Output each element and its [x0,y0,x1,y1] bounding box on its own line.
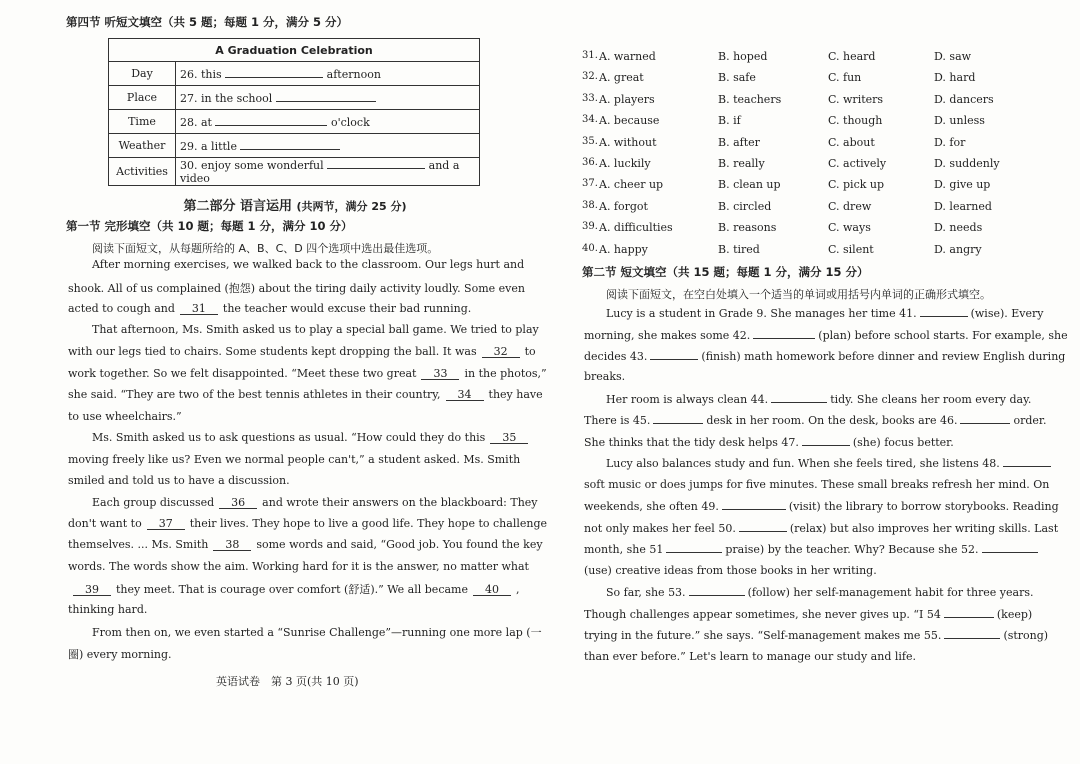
passage-line [584,521,1058,535]
passage-text: (follow) her self-management habit for three years. [747,586,1034,599]
row-label: Place [109,86,176,110]
passage-line [584,542,1041,556]
row-pre: 30. enjoy some wonderful [180,159,324,172]
option-c[interactable]: C. though [828,114,883,128]
passage-line [584,435,954,449]
option-d[interactable]: D. unless [934,114,985,128]
cloze-blank[interactable]: 40 [473,584,511,596]
answer-blank-26[interactable] [225,67,323,78]
passage-text: (visit) the library to borrow storybooks. Reading [788,500,1059,513]
passage-text: (she) focus better. [852,436,954,449]
option-a[interactable]: A. difficulties [599,221,673,235]
passage-text: not only makes her feel 50. [584,522,736,535]
option-b[interactable]: B. if [718,114,741,128]
option-row [582,200,1052,220]
passage-text: they meet. That is courage over comfort (舒适).” We all became [116,583,468,596]
part2-title [66,195,524,214]
table-heading: A Graduation Celebration [109,39,480,62]
option-a[interactable]: A. warned [599,50,656,63]
row-post: afternoon [326,67,381,81]
passage-text: Ms. Smith asked us to ask questions as usual. “How could they do this [92,431,486,444]
option-a[interactable]: A. because [599,114,660,128]
passage-text: breaks. [584,370,626,383]
passage-text: Lucy also balances study and fun. When she feels tired, she listens 48. [606,457,1000,470]
passage-text: (relax) but also improves her writing skills. Last [789,522,1059,535]
row-post: o'clock [330,115,370,129]
option-row [582,93,1052,113]
passage-line [68,581,519,597]
fill-blank[interactable] [650,349,698,360]
option-row [582,136,1052,156]
passage-line [584,607,1032,621]
cloze-blank[interactable]: 38 [213,539,251,551]
passage-line [606,392,1031,406]
passage-line [68,367,547,380]
option-b[interactable]: B. reasons [718,221,777,235]
option-d[interactable]: D. suddenly [934,157,1000,170]
passage-line: shook. All of us complained (抱怨) about the tiring daily activity loudly. Some even [68,282,525,295]
passage-text: to [524,345,536,358]
passage-line [584,650,916,663]
fill-blank[interactable] [739,521,787,532]
option-c[interactable]: C. pick up [828,178,885,192]
fill-blank[interactable] [1003,456,1051,467]
passage-line [606,306,1044,320]
passage-line [584,499,1059,513]
passage-text: work together. So we felt disappointed. “Meet these two great [68,367,417,380]
option-b[interactable]: B. teachers [718,92,782,106]
cloze-blank[interactable]: 31 [180,303,218,315]
row-label: Weather [109,134,176,158]
passage-line [584,370,625,383]
section4-title: 第四节 听短文填空（共 5 题；每题 1 分，满分 5 分） [66,15,349,29]
option-row [582,157,1052,177]
option-c[interactable]: C. fun [828,71,862,85]
passage-text: decides 43. [584,350,648,363]
passage-text: order. [1013,414,1047,427]
cloze-blank[interactable]: 36 [219,497,257,509]
passage-text: (plan) before school starts. For example, she [818,329,1068,342]
option-a[interactable]: A. without [599,135,657,149]
option-a[interactable]: A. forgot [599,199,648,213]
option-a[interactable]: A. cheer up [599,178,664,192]
answer-blank-29[interactable] [240,139,340,150]
option-d[interactable]: D. learned [934,199,992,213]
cloze-title: 第一节 完形填空（共 10 题；每题 1 分，满分 10 分） [66,219,353,233]
passage-line: smiled and told us to have a discussion. [68,474,290,487]
passage-line [606,585,1033,599]
passage-line [584,349,1065,363]
option-d[interactable]: D. needs [934,221,983,235]
fill-blank[interactable] [666,542,722,553]
question-number: 32. [582,71,598,83]
passage-text: than ever before.” Let's learn to manage our study and life. [584,650,916,663]
fill-blank[interactable] [944,628,1000,639]
passage-line [584,564,877,577]
passage-text: they have [488,388,543,401]
passage-text: themselves. ... Ms. Smith [68,538,209,551]
option-b[interactable]: B. circled [718,199,772,213]
question-number: 40. [582,242,598,254]
passage-text: (wise). Every [970,307,1044,320]
option-b[interactable]: B. after [718,135,760,149]
question-number: 35. [582,135,598,147]
row-label: Day [109,62,176,86]
passage-text: So far, she 53. [606,586,686,599]
table-row [109,110,480,134]
part2-main-title: 第二部分 语言运用 [183,199,292,214]
passage-line: thinking hard. [68,603,148,616]
passage-text: There is 45. [584,414,651,427]
answer-blank-30[interactable] [327,158,425,169]
fill-blank[interactable] [653,413,703,424]
passage-text: weekends, she often 49. [584,500,719,513]
passage-text: with our legs tied to chairs. Some students kept dropping the ball. It was [68,345,477,358]
option-a[interactable]: A. luckily [599,157,651,170]
grammar-instruction: 阅读下面短文，在空白处填入一个适当的单词或用括号内单词的正确形式填空。 [606,288,991,301]
passage-text: trying in the future.” she says. “Self-management makes me 55. [584,629,942,642]
passage-text: , [515,583,520,596]
passage-text: some words and said, “Good job. You found the key [256,538,543,551]
passage-text: desk in her room. On the desk, books are 46. [706,414,958,427]
option-row [582,221,1052,241]
row-pre: 29. a little [180,139,237,153]
passage-text: don't want to [68,517,142,530]
row-label: Activities [109,158,176,186]
passage-text: the teacher would excuse their bad running. [222,302,472,315]
answer-blank-28[interactable] [215,115,327,126]
question-number: 37. [582,178,598,190]
option-c[interactable]: C. ways [828,221,871,235]
option-c[interactable]: C. writers [828,92,884,106]
part2-subtitle: (共两节，满分 25 分) [296,200,407,213]
passage-line: 圈) every morning. [68,648,172,661]
question-number: 34. [582,114,598,126]
option-a[interactable]: A. happy [599,242,648,256]
passage-text: She thinks that the tidy desk helps 47. [584,436,799,449]
table-row [109,158,480,186]
passage-line [68,517,547,530]
answer-blank-27[interactable] [276,91,376,102]
option-b[interactable]: B. tired [718,242,760,256]
passage-text: she said. “They are two of the best tennis athletes in their country, [68,388,441,401]
cloze-blank[interactable]: 37 [147,518,185,530]
passage-text: month, she 51 [584,543,664,556]
row-post: and a video [180,159,460,185]
fill-blank[interactable] [982,542,1038,553]
passage-text: morning, she makes some 42. [584,329,751,342]
passage-text: Her room is always clean 44. [606,393,769,406]
passage-text: (strong) [1003,629,1049,642]
cloze-blank[interactable]: 39 [73,584,111,596]
question-number: 38. [582,199,598,211]
row-label: Time [109,110,176,134]
passage-line [68,538,543,551]
passage-text: (use) creative ideas from those books in her writing. [584,564,877,577]
cloze-instruction: 阅读下面短文，从每题所给的 A、B、C、D 四个选项中选出最佳选项。 [92,242,439,255]
passage-line: From then on, we even started a “Sunrise Challenge”—running one more lap (一 [92,626,542,639]
table-row [109,86,480,110]
option-a[interactable]: A. players [599,92,655,106]
option-d[interactable]: D. hard [934,71,976,85]
passage-line [68,345,536,358]
option-b[interactable]: B. really [718,157,765,170]
option-a[interactable]: A. great [599,71,644,85]
passage-line: to use wheelchairs.” [68,410,182,423]
option-d[interactable]: D. dancers [934,92,994,106]
passage-line [68,388,543,401]
option-c[interactable]: C. about [828,135,875,149]
table-row [109,62,480,86]
fill-blank[interactable] [753,328,815,339]
cloze-blank[interactable]: 34 [446,389,484,401]
cloze-blank[interactable]: 33 [421,368,459,380]
passage-text: (finish) math homework before dinner and review English during [701,350,1066,363]
passage-line: After morning exercises, we walked back to the classroom. Our legs hurt and [92,258,525,271]
option-row [582,243,1052,263]
fill-blank[interactable] [689,585,745,596]
option-d[interactable]: D. angry [934,242,982,256]
passage-text: praise) by the teacher. Why? Because she 52. [725,543,979,556]
fill-blank[interactable] [920,306,968,317]
cloze-blank[interactable]: 35 [490,432,528,444]
option-d[interactable]: D. for [934,135,966,149]
option-c[interactable]: C. silent [828,242,874,256]
page-footer: 英语试卷 第 3 页(共 10 页) [216,675,359,688]
row-pre: 28. at [180,115,212,129]
option-d[interactable]: D. saw [934,50,972,63]
option-b[interactable]: B. clean up [718,178,781,192]
passage-text: and wrote their answers on the blackboard: They [262,496,538,509]
passage-line [92,431,533,444]
passage-text: tidy. She cleans her room every day. [830,393,1032,406]
passage-line [68,302,471,315]
passage-line [584,628,1048,642]
passage-text: (keep) [996,608,1033,621]
grammar-title: 第二节 短文填空（共 15 题；每题 1 分，满分 15 分） [582,265,869,279]
option-b[interactable]: B. hoped [718,50,768,63]
fill-blank[interactable] [802,435,850,446]
row-pre: 27. in the school [180,91,273,105]
passage-line: words. The words show the aim. Working hard for it is the answer, no matter what [68,560,529,573]
option-row [582,50,1052,70]
fill-blank[interactable] [960,413,1010,424]
passage-text: Lucy is a student in Grade 9. She manages her time 41. [606,307,917,320]
passage-text: soft music or does jumps for five minutes. These small breaks refresh her mind. On [584,478,1050,491]
table-row [109,134,480,158]
passage-line [584,328,1068,342]
graduation-table [108,38,480,186]
option-c[interactable]: C. actively [828,157,887,170]
fill-blank[interactable] [771,392,827,403]
passage-line [584,413,1046,427]
row-pre: 26. this [180,67,222,81]
option-row [582,114,1052,134]
passage-text: Though challenges appear sometimes, she never gives up. “I 54 [584,608,941,621]
option-b[interactable]: B. safe [718,71,756,85]
question-number: 33. [582,92,598,104]
passage-text: Each group discussed [92,496,215,509]
passage-line [606,456,1054,470]
passage-line [92,496,538,509]
option-c[interactable]: C. drew [828,199,872,213]
passage-text: in the photos,” [464,367,547,380]
passage-line: That afternoon, Ms. Smith asked us to play a special ball game. We tried to play [92,323,539,336]
fill-blank[interactable] [944,607,994,618]
option-row [582,178,1052,198]
option-c[interactable]: C. heard [828,50,876,63]
question-number: 39. [582,221,598,233]
question-number: 31. [582,50,598,61]
fill-blank[interactable] [722,499,786,510]
option-d[interactable]: D. give up [934,178,991,192]
passage-line [584,478,1049,491]
question-number: 36. [582,157,598,168]
passage-text: their lives. They hope to live a good life. They hope to challenge [189,517,548,530]
passage-line: moving freely like us? Even we normal people can't,” a student asked. Ms. Smith [68,453,521,466]
passage-text: acted to cough and [68,302,175,315]
cloze-blank[interactable]: 32 [482,346,520,358]
option-row [582,71,1052,91]
